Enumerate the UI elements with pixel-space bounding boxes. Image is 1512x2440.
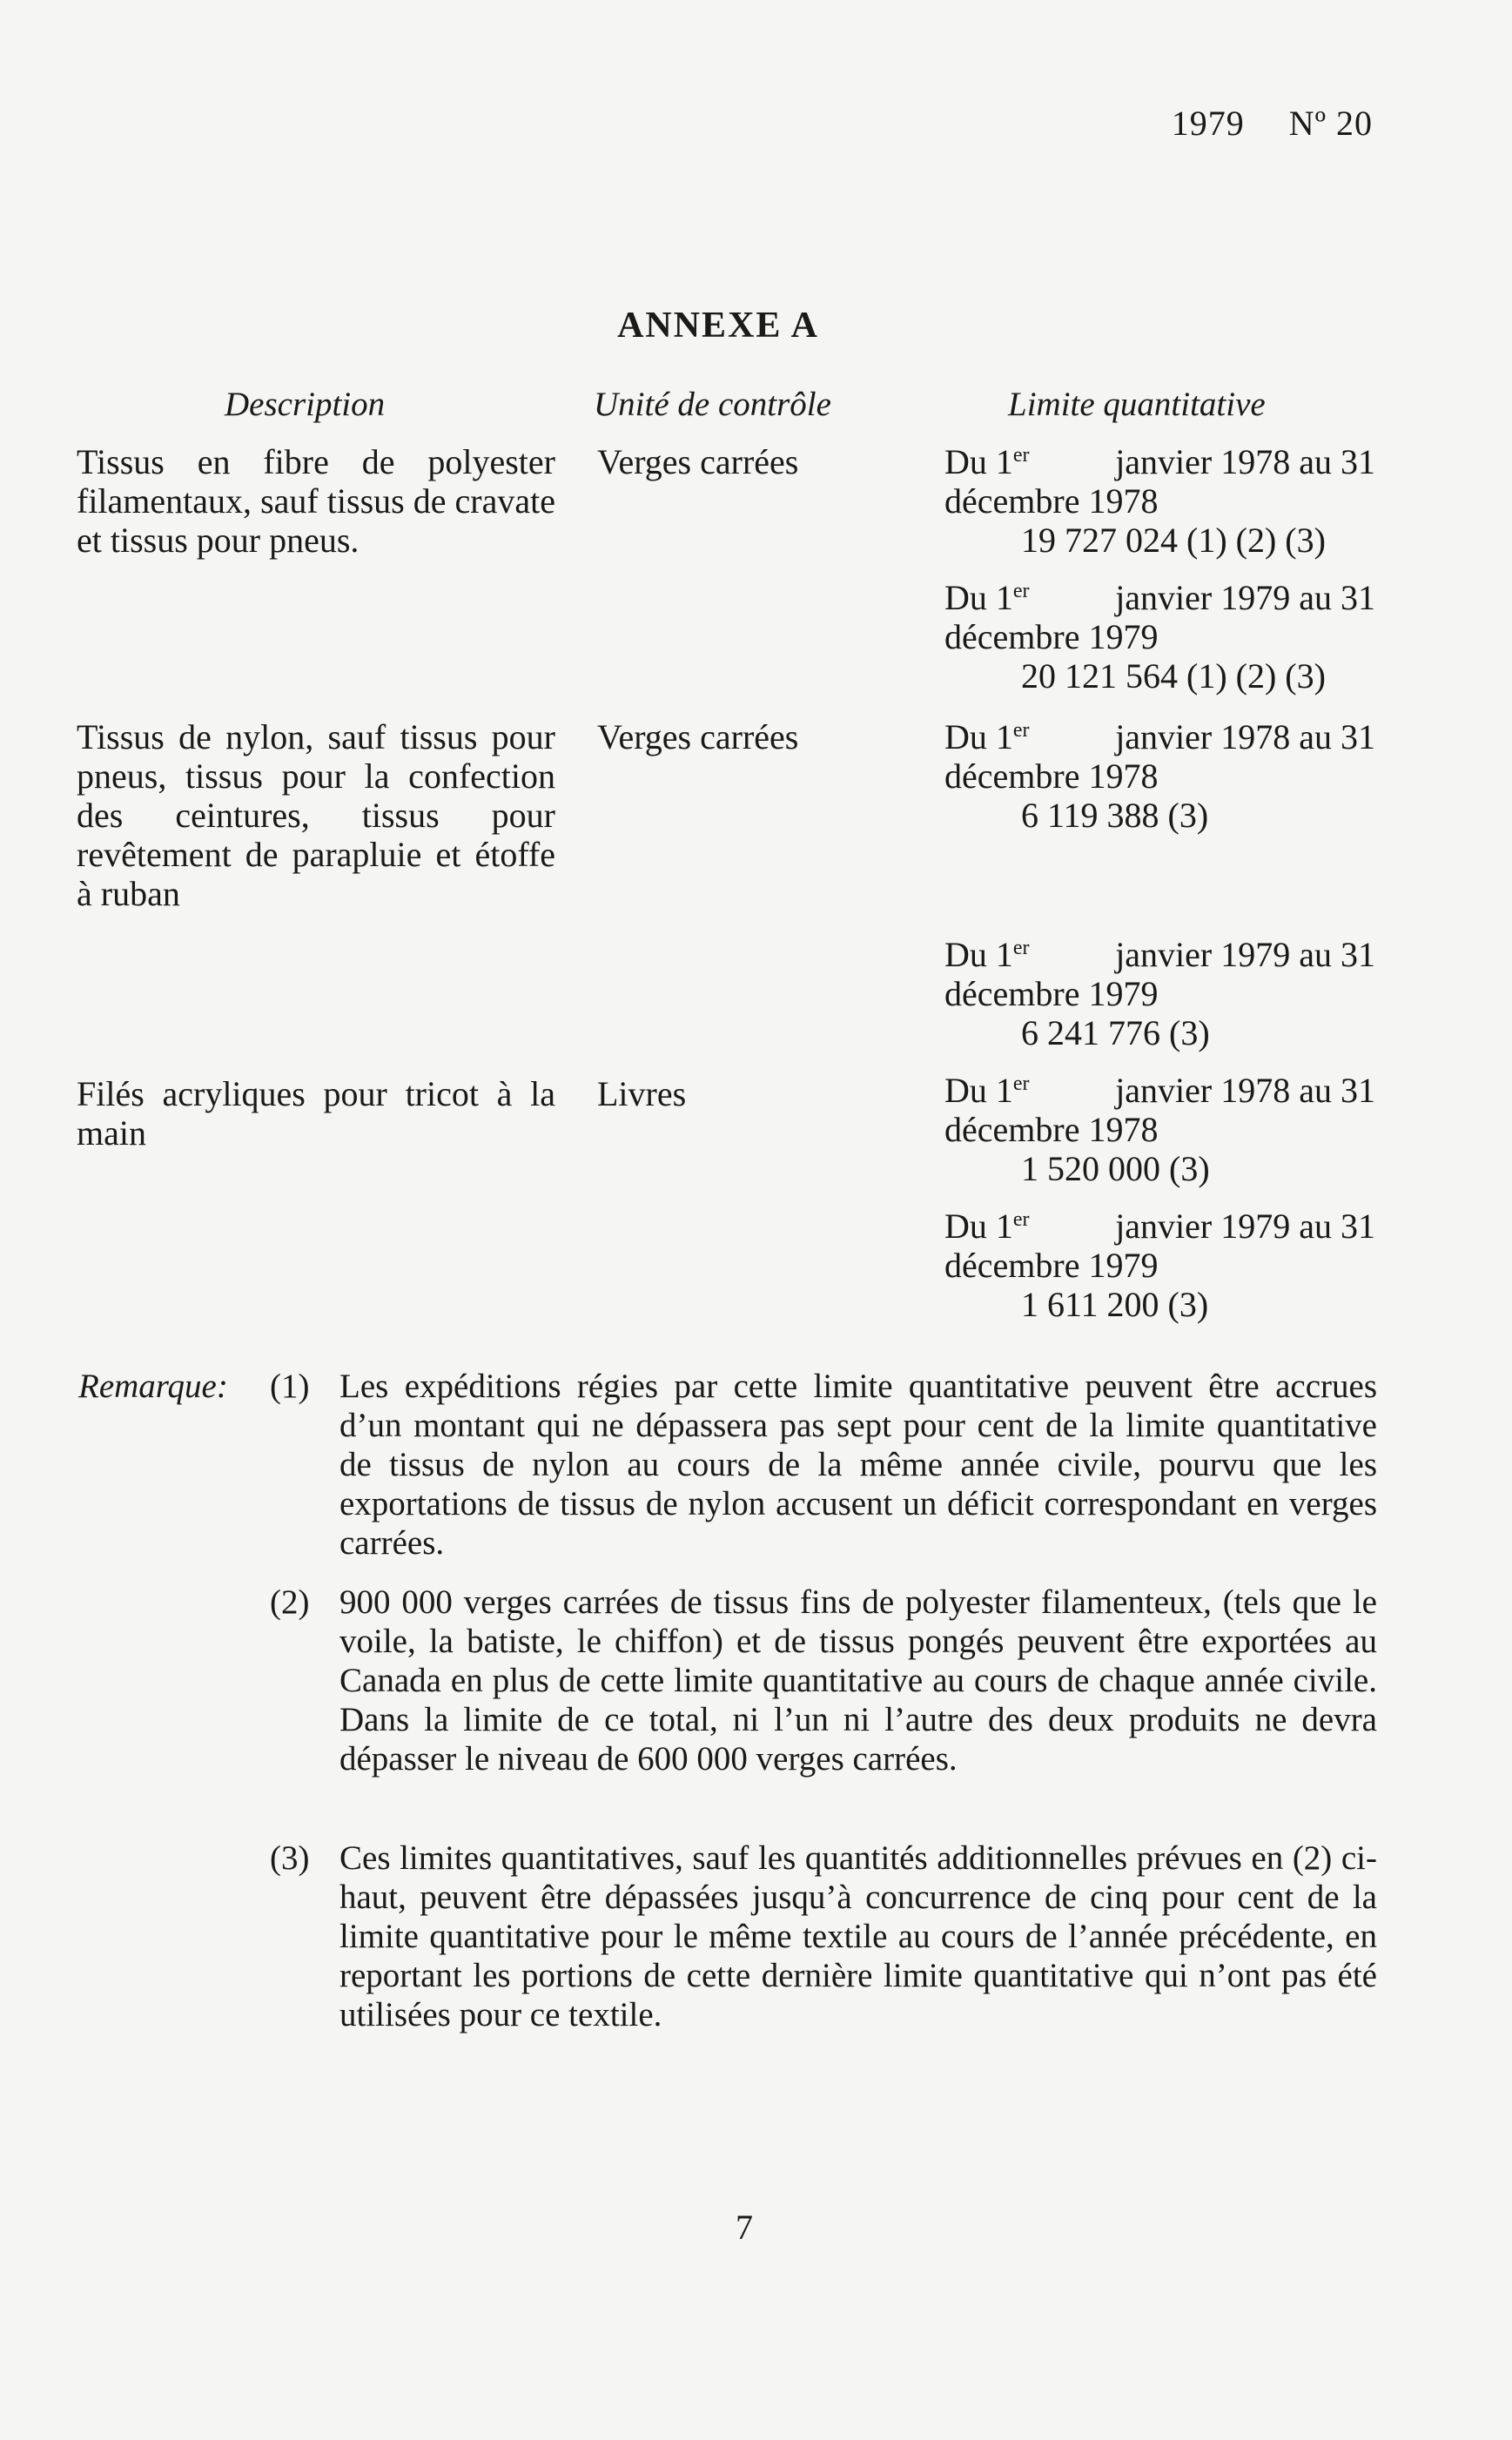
row-3-limit-1979: Du 1er janvier 1979 au 31 décembre 1979 1 611 200 (3) <box>944 1207 1375 1324</box>
note-2-text: 900 000 verges carrées de tissus fins de polyester filamenteux, (tels que le voile, la batiste, le chiffon) et de tissus pongés peuvent être exportées au Canada en plus de cette limite quantitative au cours de chaque année civile. Dans la limite de ce total, ni l’un ni l’autre des deux produits ne devra dépasser le niveau de 600 000 verges carrées. <box>339 1583 1377 1778</box>
limit-from: janvier 1978 au 31 <box>1115 1071 1375 1110</box>
ordinal-suffix: er <box>1012 444 1030 467</box>
limit-quantity: 1 520 000 (3) <box>1021 1149 1210 1188</box>
limit-to: décembre 1978 <box>944 1110 1159 1149</box>
ordinal-suffix: er <box>1012 719 1030 742</box>
limit-to: décembre 1978 <box>944 756 1159 796</box>
limit-prefix: Du <box>944 935 987 974</box>
limit-to: décembre 1979 <box>944 974 1159 1013</box>
note-3-text: Ces limites quantitatives, sauf les quantités additionnelles prévues en (2) ci-haut, peuvent être dépassées jusqu’à concurrence de cinq pour cent de la limite quantitative pour le même textile au cours de l’année précédente, en reportant les portions de cette dernière limite quantitative qui n’ont pas été utilisées pour ce textile. <box>339 1839 1377 2033</box>
row-1-description: Tissus en fibre de polyester filamentaux, sauf tissus de cravate et tissus pour pneus. <box>77 442 555 560</box>
ordinal-suffix: er <box>1012 580 1030 602</box>
row-2-description: Tissus de nylon, sauf tissus pour pneus, tissus pour la confection des ceintures, tissus pour revêtement de parapluie et étoffe à ruban <box>77 717 555 913</box>
remarks-label: Remarque: <box>78 1368 228 1405</box>
limit-from: janvier 1979 au 31 <box>1115 578 1375 617</box>
limit-prefix: Du <box>944 717 987 756</box>
row-1-limit-1979: Du 1er janvier 1979 au 31 décembre 1979 20 121 564 (1) (2) (3) <box>944 578 1375 696</box>
note-1-text: Les expéditions régies par cette limite quantitative peuvent être accrues d’un montant qui ne dépassera pas sept pour cent de la limite quantitative de tissus de nylon au cours de la même année civile, pourvu que les exportations de tissus de nylon accusent un déficit correspondant en verges carrées. <box>339 1368 1377 1562</box>
row-3-limit-1978: Du 1er janvier 1978 au 31 décembre 1978 1 520 000 (3) <box>944 1071 1375 1188</box>
row-2-unit: Verges carrées <box>597 717 799 756</box>
limit-prefix: Du <box>944 442 987 481</box>
limit-quantity: 1 611 200 (3) <box>1021 1285 1209 1324</box>
limit-prefix: Du <box>944 1071 987 1110</box>
limit-quantity: 6 241 776 (3) <box>1021 1013 1210 1052</box>
page-header <box>1172 103 1373 144</box>
limit-to: décembre 1978 <box>944 481 1159 521</box>
limit-to: décembre 1979 <box>944 1246 1159 1285</box>
note-2-number: (2) <box>270 1583 310 1621</box>
row-1-limit-1978: Du 1er janvier 1978 au 31 décembre 1978 19 727 024 (1) (2) (3) <box>944 442 1375 560</box>
row-3-description: Filés acryliques pour tricot à la main <box>77 1074 555 1153</box>
header-year: 1979 <box>1171 104 1245 143</box>
limit-quantity: 6 119 388 (3) <box>1021 796 1209 835</box>
row-2-limit-1978: Du 1er janvier 1978 au 31 décembre 1978 6 119 388 (3) <box>944 717 1375 835</box>
column-header-limit: Limite quantitative <box>1008 386 1266 423</box>
limit-quantity: 20 121 564 (1) (2) (3) <box>1021 656 1326 696</box>
note-3-number: (3) <box>270 1839 310 1877</box>
row-2-limit-1979: Du 1er janvier 1979 au 31 décembre 1979 6 241 776 (3) <box>944 935 1375 1052</box>
limit-from: janvier 1979 au 31 <box>1115 935 1375 974</box>
limit-from: janvier 1979 au 31 <box>1115 1207 1375 1246</box>
limit-from: janvier 1978 au 31 <box>1115 442 1375 481</box>
ordinal-suffix: er <box>1012 937 1030 959</box>
row-1-unit: Verges carrées <box>597 442 799 481</box>
row-3-unit: Livres <box>597 1074 687 1113</box>
annex-title: ANNEXE A <box>617 306 819 346</box>
limit-prefix: Du <box>944 1207 987 1246</box>
note-1-number: (1) <box>270 1368 310 1405</box>
page-number: 7 <box>736 2208 753 2247</box>
limit-to: décembre 1979 <box>944 617 1159 656</box>
column-header-unit: Unité de contrôle <box>594 386 831 423</box>
ordinal-suffix: er <box>1012 1072 1030 1095</box>
limit-from: janvier 1978 au 31 <box>1115 717 1375 756</box>
limit-prefix: Du <box>944 578 987 617</box>
column-header-description: Description <box>225 386 386 423</box>
limit-quantity: 19 727 024 (1) (2) (3) <box>1021 521 1326 560</box>
header-number: Nº 20 <box>1288 104 1373 143</box>
ordinal-suffix: er <box>1012 1208 1030 1231</box>
